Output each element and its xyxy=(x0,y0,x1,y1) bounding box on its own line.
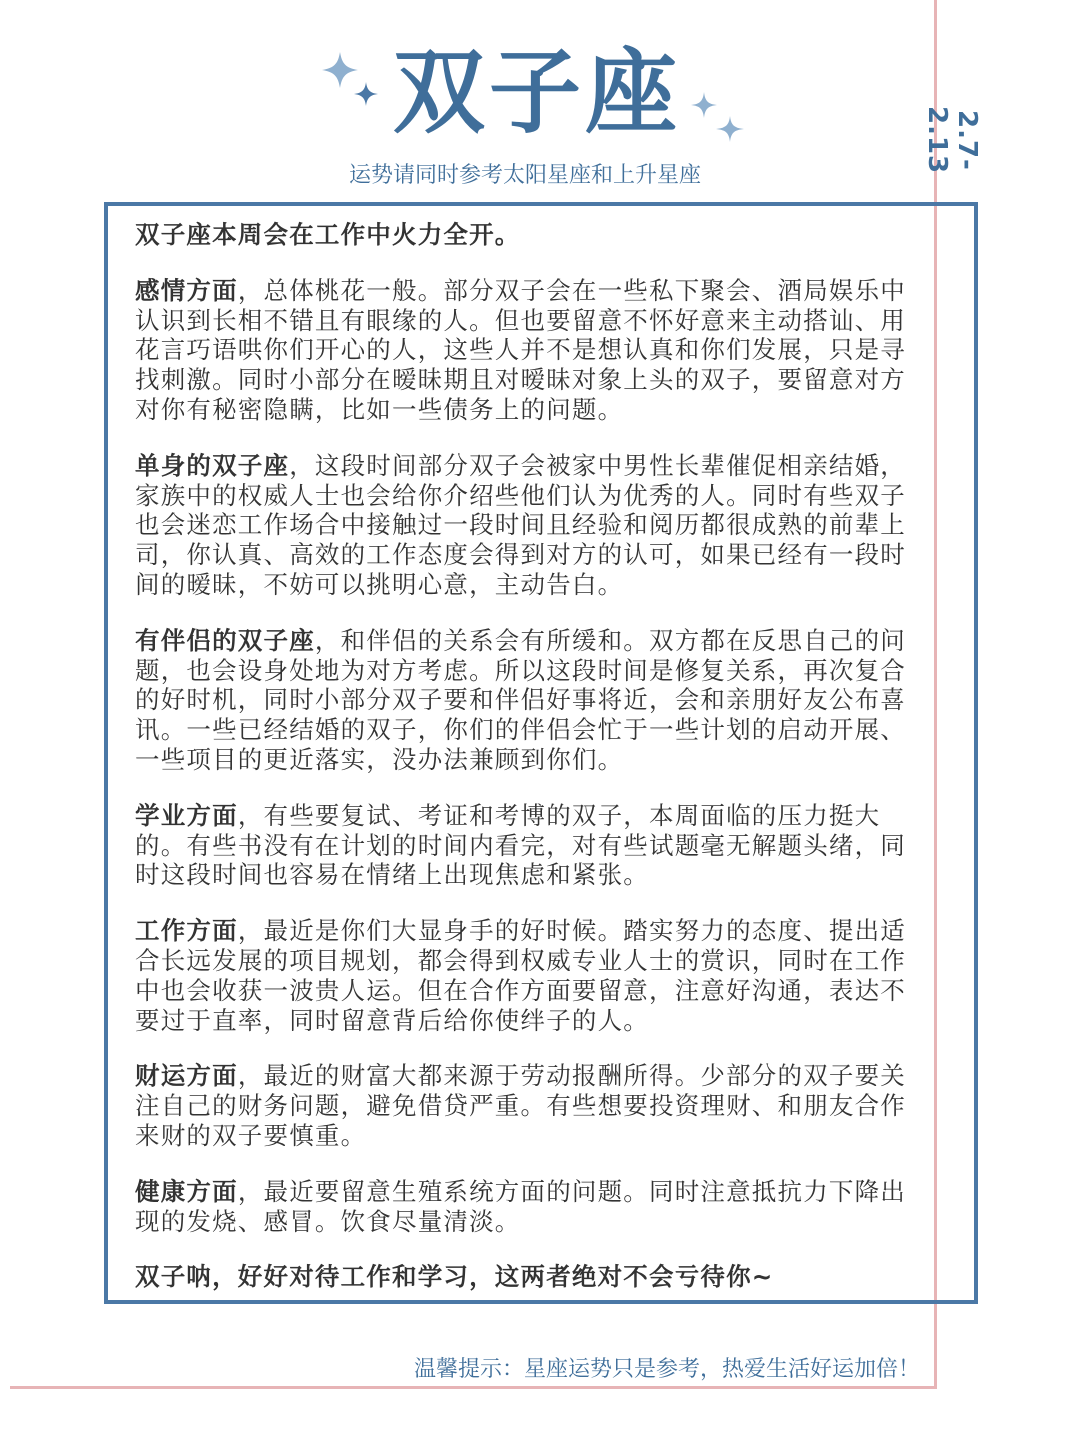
subtitle: 运势请同时参考太阳星座和上升星座 xyxy=(348,163,701,188)
section-text: ，最近是你们大显身手的好时候。踏实努力的态度、提出适合长远发展的项目规划，都会得到权威专业人士的赏识，同时在工作中也会收获一波贵人运。但在合作方面要留意，注意好沟通，表达不要过于直率，同时留意背后给你使绊子的人。 xyxy=(135,916,907,1035)
section-text: ，总体桃花一般。部分双子会在一些私下聚会、酒局娱乐中认识到长相不错且有眼缘的人。但也要留意不怀好意来主动搭讪、用花言巧语哄你们开心的人，这些人并不是想认真和你们发展，只是寻找刺激。同时小部分在暧昧期且对暧昧对象上头的双子，要留意对方对你有秘密隐瞒，比如一些债务上的问题。 xyxy=(135,275,907,424)
section-text: ，和伴侣的关系会有所缓和。双方都在反思自己的问题，也会设身处地为对方考虑。所以这段时间是修复关系，再次复合的好时机，同时小部分双子要和伴侣好事将近，会和亲朋好友公布喜讯。一些已经结婚的双子，你们的伴侣会忙于一些计划的启动开展、一些项目的更近落实，没办法兼顾到你们。 xyxy=(135,625,907,774)
section-text: ，最近的财富大都来源于劳动报酬所得。少部分的双子要关注自己的财务问题，避免借贷严重。有些想要投资理财、和朋友合作来财的双子要慎重。 xyxy=(135,1061,907,1150)
section-work xyxy=(135,916,920,1035)
section-heading: 单身的双子座 xyxy=(135,450,290,480)
section-heading: 财运方面 xyxy=(135,1061,238,1091)
section-health xyxy=(135,1177,920,1237)
horoscope-content xyxy=(135,220,920,1318)
intro-line: 双子座本周会在工作中火力全开。 xyxy=(135,220,521,249)
section-heading: 学业方面 xyxy=(135,800,238,830)
section-heading: 有伴侣的双子座 xyxy=(135,625,315,655)
section-heading: 健康方面 xyxy=(135,1176,238,1206)
section-text: ，最近要留意生殖系统方面的问题。同时注意抵抗力下降出现的发烧、感冒。饮食尽量清淡。 xyxy=(135,1176,907,1236)
date-range: 2.7-2.13 xyxy=(922,105,982,175)
pink-horizontal-line xyxy=(10,1386,937,1389)
page-title: 双子座 xyxy=(392,39,681,146)
section-text: ，这段时间部分双子会被家中男性长辈催促相亲结婚，家族中的权威人士也会给你介绍些他们认为优秀的人。同时有些双子也会迷恋工作场合中接触过一段时间且经验和阅历都很成熟的前辈上司，你认真、高效的工作态度会得到对方的认可，如果已经有一段时间的暧昧，不妨可以挑明心意，主动告白。 xyxy=(135,450,907,599)
section-study xyxy=(135,801,920,890)
section-heading: 工作方面 xyxy=(135,916,238,946)
section-heading: 感情方面 xyxy=(135,275,238,305)
section-single xyxy=(135,451,920,600)
warm-tip: 温馨提示：星座运势只是参考，热爱生活好运加倍！ xyxy=(413,1357,920,1382)
sparkle-icon xyxy=(322,52,382,110)
section-wealth xyxy=(135,1061,920,1150)
section-love xyxy=(135,276,920,425)
section-text: ，有些要复试、考证和考博的双子，本周面临的压力挺大的。有些书没有在计划的时间内看完，对有些试题毫无解题头绪，同时这段时间也容易在情绪上出现焦虑和紧张。 xyxy=(135,800,906,890)
section-partnered xyxy=(135,626,920,775)
sparkle-icon xyxy=(690,92,750,152)
outro-line: 双子呐，好好对待工作和学习，这两者绝对不会亏待你~ xyxy=(135,1262,774,1292)
